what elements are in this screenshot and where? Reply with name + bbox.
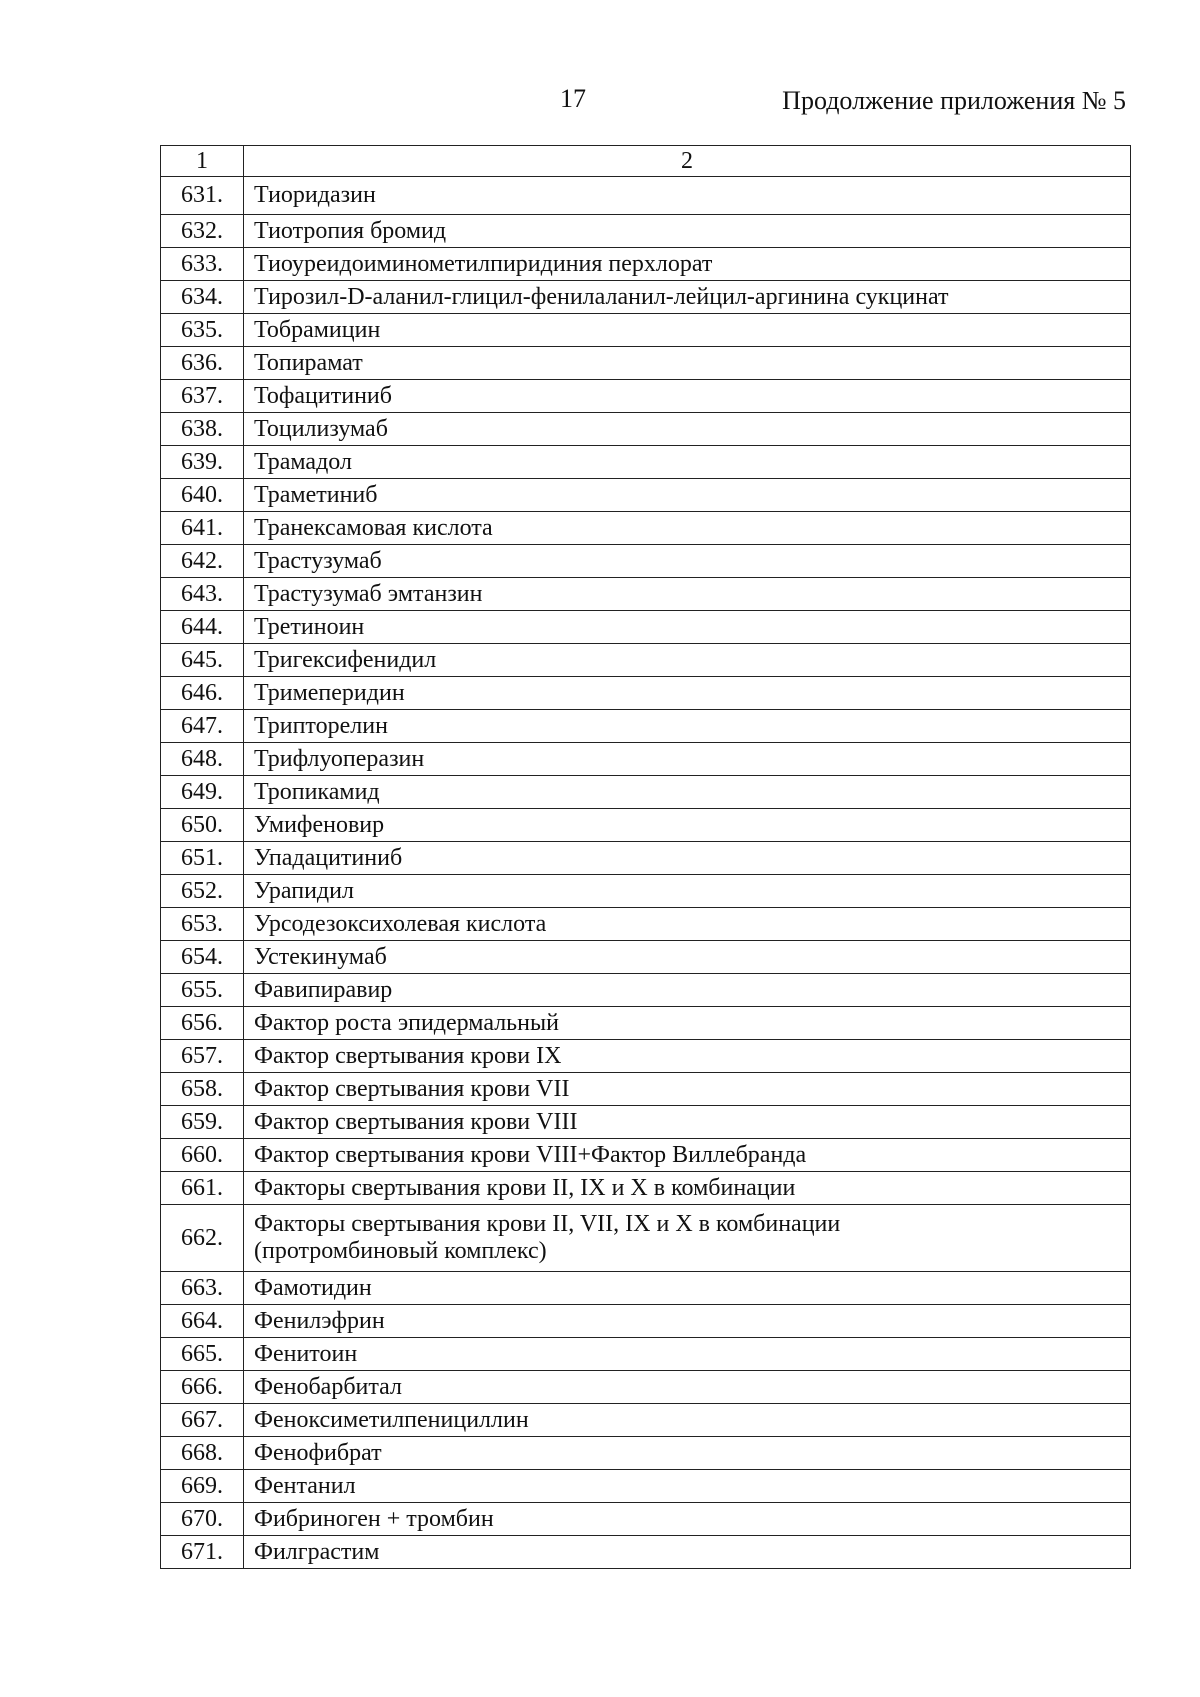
row-number: 655. (161, 974, 244, 1007)
table-header-row (161, 146, 1131, 177)
drug-name: Тиотропия бромид (244, 215, 1131, 248)
row-number: 664. (161, 1305, 244, 1338)
table-row (161, 1437, 1131, 1470)
table-row (161, 177, 1131, 215)
row-number: 661. (161, 1172, 244, 1205)
drug-name: Умифеновир (244, 809, 1131, 842)
table-row (161, 248, 1131, 281)
row-number: 669. (161, 1470, 244, 1503)
row-number: 666. (161, 1371, 244, 1404)
table-row (161, 215, 1131, 248)
row-number: 658. (161, 1073, 244, 1106)
drug-name: Трамадол (244, 446, 1131, 479)
drug-name: Тирозил-D-аланил-глицил-фенилаланил-лейцил-аргинина сукцинат (244, 281, 1131, 314)
row-number: 643. (161, 578, 244, 611)
row-number: 647. (161, 710, 244, 743)
drug-name: Трастузумаб эмтанзин (244, 578, 1131, 611)
table-row (161, 710, 1131, 743)
row-number: 651. (161, 842, 244, 875)
row-number: 631. (161, 177, 244, 215)
drug-name-line: Факторы свертывания крови II, VII, IX и X в комбинации (254, 1211, 841, 1238)
row-number: 663. (161, 1272, 244, 1305)
drug-name: Упадацитиниб (244, 842, 1131, 875)
table-row (161, 1536, 1131, 1569)
table-row (161, 1073, 1131, 1106)
row-number: 667. (161, 1404, 244, 1437)
drug-name: Фактор свертывания крови IX (244, 1040, 1131, 1073)
row-number: 648. (161, 743, 244, 776)
row-number: 644. (161, 611, 244, 644)
table-row (161, 1272, 1131, 1305)
row-number: 642. (161, 545, 244, 578)
drug-name: Тригексифенидил (244, 644, 1131, 677)
row-number: 652. (161, 875, 244, 908)
table-row (161, 1139, 1131, 1172)
table-row (161, 611, 1131, 644)
drug-name: Фактор роста эпидермальный (244, 1007, 1131, 1040)
table-row (161, 974, 1131, 1007)
table-row (161, 446, 1131, 479)
row-number: 660. (161, 1139, 244, 1172)
table-row (161, 842, 1131, 875)
table-row (161, 1305, 1131, 1338)
drug-name: Топирамат (244, 347, 1131, 380)
drug-name: Фактор свертывания крови VIII (244, 1106, 1131, 1139)
row-number: 646. (161, 677, 244, 710)
row-number: 653. (161, 908, 244, 941)
drug-name: Фенитоин (244, 1338, 1131, 1371)
row-number: 671. (161, 1536, 244, 1569)
row-number: 659. (161, 1106, 244, 1139)
row-number: 650. (161, 809, 244, 842)
table-row (161, 644, 1131, 677)
table-row (161, 1106, 1131, 1139)
drug-name: Трипторелин (244, 710, 1131, 743)
table-row (161, 908, 1131, 941)
drug-name: Факторы свертывания крови II, IX и X в комбинации (244, 1172, 1131, 1205)
drug-name: Фентанил (244, 1470, 1131, 1503)
row-number: 638. (161, 413, 244, 446)
row-number: 641. (161, 512, 244, 545)
drug-name: Филграстим (244, 1536, 1131, 1569)
table-row (161, 1338, 1131, 1371)
drug-name: Фенобарбитал (244, 1371, 1131, 1404)
drug-name: Фактор свертывания крови VII (244, 1073, 1131, 1106)
row-number: 640. (161, 479, 244, 512)
table-row (161, 677, 1131, 710)
drug-name: Трифлуоперазин (244, 743, 1131, 776)
drug-name: Тиоуреидоиминометилпиридиния перхлорат (244, 248, 1131, 281)
drug-name: Траметиниб (244, 479, 1131, 512)
column-header-number: 1 (161, 146, 244, 177)
drug-name: Фибриноген + тромбин (244, 1503, 1131, 1536)
table-row (161, 314, 1131, 347)
drug-name: Трастузумаб (244, 545, 1131, 578)
table-row (161, 413, 1131, 446)
drug-name: Фавипиравир (244, 974, 1131, 1007)
table-row (161, 578, 1131, 611)
row-number: 637. (161, 380, 244, 413)
table-row (161, 1205, 1131, 1272)
row-number: 665. (161, 1338, 244, 1371)
drug-name: Тобрамицин (244, 314, 1131, 347)
table-body (161, 177, 1131, 1569)
drug-name: Фамотидин (244, 1272, 1131, 1305)
table-row (161, 776, 1131, 809)
table-row (161, 941, 1131, 974)
table-row (161, 1040, 1131, 1073)
row-number: 639. (161, 446, 244, 479)
table-row (161, 347, 1131, 380)
table-row (161, 1172, 1131, 1205)
row-number: 657. (161, 1040, 244, 1073)
table-row (161, 512, 1131, 545)
drug-name: Тоцилизумаб (244, 413, 1131, 446)
table-row (161, 1470, 1131, 1503)
row-number: 668. (161, 1437, 244, 1470)
drug-name: Урсодезоксихолевая кислота (244, 908, 1131, 941)
table-row (161, 743, 1131, 776)
continuation-caption: Продолжение приложения № 5 (782, 86, 1126, 115)
drug-name: Тропикамид (244, 776, 1131, 809)
table-row (161, 1007, 1131, 1040)
row-number: 636. (161, 347, 244, 380)
drug-name-line: (протромбиновый комплекс) (254, 1238, 547, 1264)
row-number: 633. (161, 248, 244, 281)
row-number: 645. (161, 644, 244, 677)
drug-name: Тофацитиниб (244, 380, 1131, 413)
table-row (161, 875, 1131, 908)
row-number: 635. (161, 314, 244, 347)
row-number: 670. (161, 1503, 244, 1536)
row-number: 662. (161, 1205, 244, 1272)
row-number: 632. (161, 215, 244, 248)
drug-name: Транексамовая кислота (244, 512, 1131, 545)
drug-name: Фактор свертывания крови VIII+Фактор Виллебранда (244, 1139, 1131, 1172)
table-row (161, 1404, 1131, 1437)
row-number: 649. (161, 776, 244, 809)
drug-list-table (160, 145, 1131, 1569)
table-row (161, 479, 1131, 512)
drug-name: Третиноин (244, 611, 1131, 644)
table-row (161, 809, 1131, 842)
column-header-name: 2 (244, 146, 1131, 177)
drug-name: Фенофибрат (244, 1437, 1131, 1470)
table-row (161, 1503, 1131, 1536)
drug-name: Тримеперидин (244, 677, 1131, 710)
row-number: 654. (161, 941, 244, 974)
drug-name: Урапидил (244, 875, 1131, 908)
table-row (161, 281, 1131, 314)
row-number: 634. (161, 281, 244, 314)
drug-name: Фенилэфрин (244, 1305, 1131, 1338)
drug-name (244, 1205, 1131, 1272)
row-number: 656. (161, 1007, 244, 1040)
table-row (161, 380, 1131, 413)
drug-name: Феноксиметилпенициллин (244, 1404, 1131, 1437)
table-row (161, 545, 1131, 578)
page-number: 17 (560, 84, 586, 113)
drug-name: Тиоридазин (244, 177, 1131, 215)
drug-name: Устекинумаб (244, 941, 1131, 974)
table-row (161, 1371, 1131, 1404)
